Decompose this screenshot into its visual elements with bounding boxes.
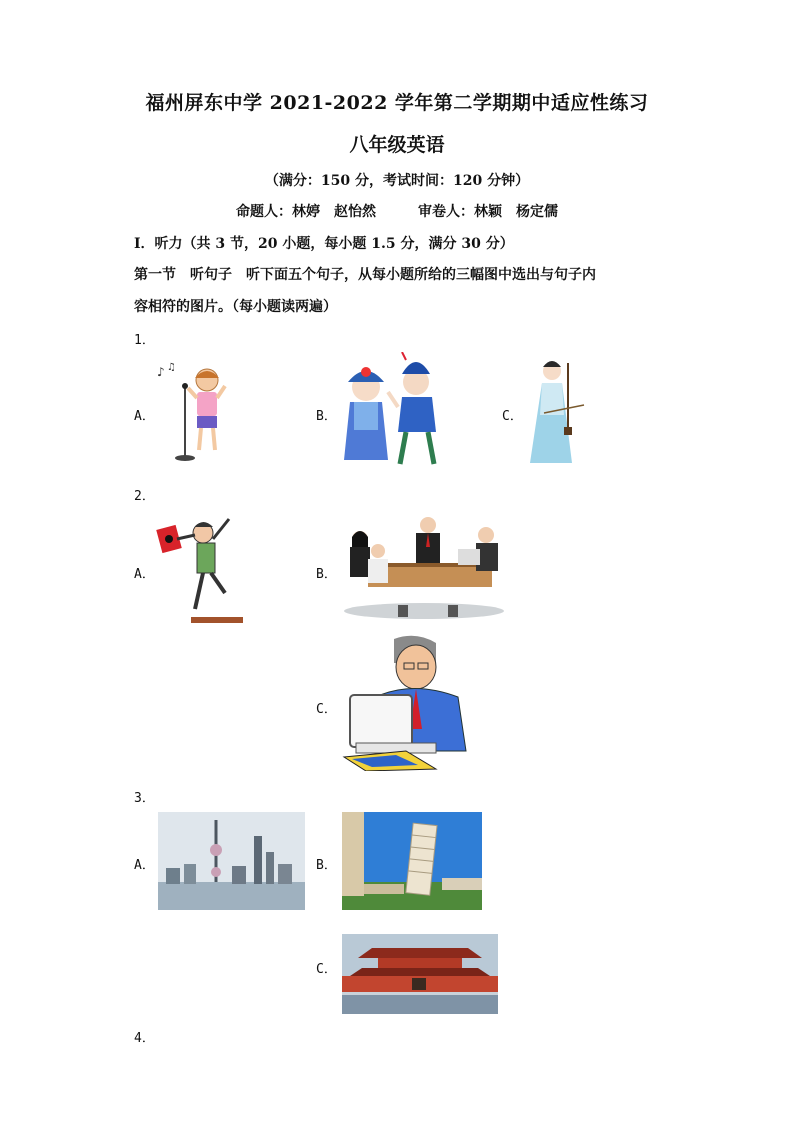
leaning-tower-pisa-photo xyxy=(342,812,482,910)
question-number: 3． xyxy=(134,791,155,806)
erhu-player-image xyxy=(524,355,586,467)
peking-opera-image xyxy=(336,352,446,470)
option-label: A． xyxy=(134,858,155,873)
instruction-line-2: 容相符的图片。（每小题读两遍） xyxy=(134,299,337,315)
girl-singing-image xyxy=(155,358,235,463)
business-meeting-image xyxy=(338,513,510,621)
exam-title: 福州屏东中学 2021-2022 学年第二学期期中适应性练习 xyxy=(145,92,649,114)
excited-man-image xyxy=(155,513,247,625)
question-number: 1． xyxy=(134,333,155,348)
option-label: C． xyxy=(502,409,523,424)
question-number: 4． xyxy=(134,1031,155,1046)
instruction-line-1: 第一节 听句子 听下面五个句子，从每小题所给的三幅图中选出与句子内 xyxy=(134,267,596,283)
shanghai-skyline-photo xyxy=(158,812,305,910)
svg-text:♫: ♫ xyxy=(167,362,176,373)
option-label: C． xyxy=(316,702,337,717)
svg-text:♪: ♪ xyxy=(157,365,165,379)
option-label: B． xyxy=(316,567,337,582)
section-heading: Ⅰ．听力（共 3 节，20 小题，每小题 1.5 分，满分 30 分） xyxy=(134,236,514,252)
option-label: B． xyxy=(316,858,337,873)
option-label: C． xyxy=(316,962,337,977)
tiananmen-photo xyxy=(342,934,498,1014)
authors-line: 命题人：林婷 赵怡然 审卷人：林颖 杨定儒 xyxy=(236,204,558,220)
exam-subtitle: 八年级英语 xyxy=(349,134,445,156)
man-typing-computer-image xyxy=(336,633,472,771)
option-label: B． xyxy=(316,409,337,424)
question-number: 2． xyxy=(134,489,155,504)
option-label: A． xyxy=(134,567,155,582)
option-label: A． xyxy=(134,409,155,424)
score-time-note: （满分：150 分，考试时间：120 分钟） xyxy=(264,173,530,189)
